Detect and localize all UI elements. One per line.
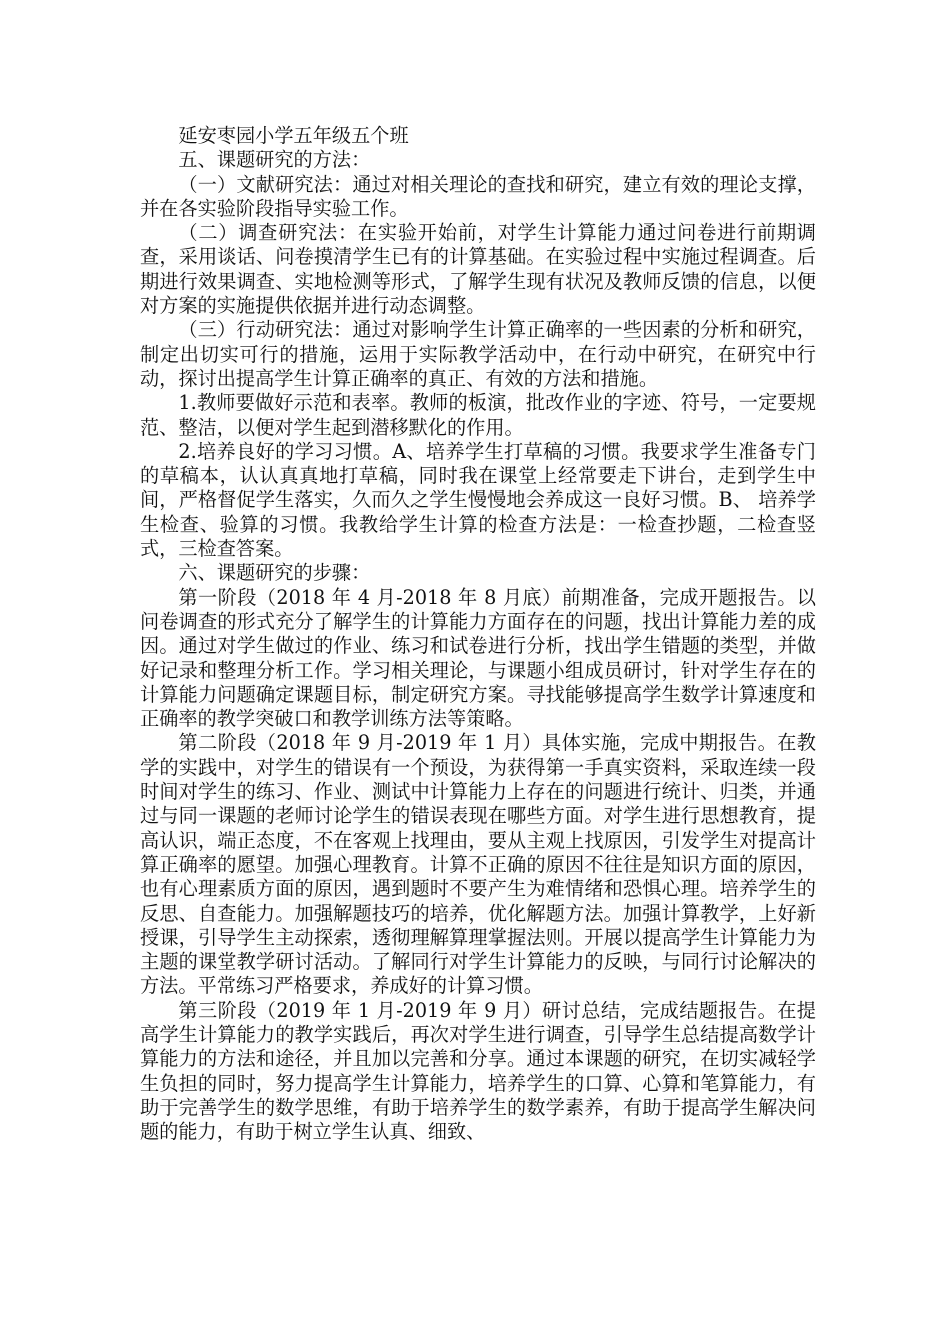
method-survey-paragraph: （二）调查研究法：在实验开始前，对学生计算能力通过问卷进行前期调查，采用谈话、问卷摸清学生已有的计算基础。在实验过程中实施过程调查。后期进行效果调查、实地检测等形式，了解学生现有状况及教师反馈的信息，以便对方案的实施提供依据并进行动态调整。: [140, 221, 816, 318]
measure-2-paragraph: 2.培养良好的学习习惯。A、培养学生打草稿的习惯。我要求学生准备专门的草稿本，认认真真地打草稿，同时我在课堂上经常要走下讲台，走到学生中间，严格督促学生落实，久而久之学生慢慢地会养成这一良好习惯。B、 培养学生检查、验算的习惯。我教给学生计算的检查方法是：一检查抄题，二检查竖式，三检查答案。: [140, 439, 816, 561]
document-page: [140, 124, 816, 1144]
measure-1-paragraph: 1.教师要做好示范和表率。教师的板演，批改作业的字迹、符号，一定要规范、整洁，以便对学生起到潜移默化的作用。: [140, 391, 816, 439]
section-heading-methods: 五、课题研究的方法：: [178, 148, 371, 172]
method-action-paragraph: （三）行动研究法：通过对影响学生计算正确率的一些因素的分析和研究，制定出切实可行的措施，运用于实际教学活动中，在行动中研究，在研究中行动，探讨出提高学生计算正确率的真正、有效的方法和措施。: [140, 318, 816, 390]
school-class-line: 延安枣园小学五年级五个班: [178, 124, 409, 147]
stage-1-paragraph: 第一阶段（2018 年 4 月-2018 年 8 月底）前期准备，完成开题报告。以问卷调查的形式充分了解学生的计算能力方面存在的问题，找出计算能力差的成因。通过对学生做过的作业、练习和试卷进行分析，找出学生错题的类型，并做好记录和整理分析工作。学习相关理论，与课题小组成员研讨，针对学生存在的计算能力问题确定课题目标，制定研究方案。寻找能够提高学生数学计算速度和正确率的教学突破口和教学训练方法等策略。: [140, 585, 816, 731]
method-literature-paragraph: （一）文献研究法：通过对相关理论的查找和研究，建立有效的理论支撑，并在各实验阶段指导实验工作。: [140, 172, 816, 220]
section-heading-steps: 六、课题研究的步骤：: [178, 561, 371, 585]
stage-3-paragraph: 第三阶段（2019 年 1 月-2019 年 9 月）研讨总结，完成结题报告。在提高学生计算能力的教学实践后，再次对学生进行调查，引导学生总结提高数学计算能力的方法和途径，并且加以完善和分享。通过本课题的研究，在切实减轻学生负担的同时，努力提高学生计算能力，培养学生的口算、心算和笔算能力，有助于完善学生的数学思维，有助于培养学生的数学素养，有助于提高学生解决问题的能力，有助于树立学生认真、细致、: [140, 998, 816, 1144]
stage-2-paragraph: 第二阶段（2018 年 9 月-2019 年 1 月）具体实施，完成中期报告。在教学的实践中，对学生的错误有一个预设，为获得第一手真实资料，采取连续一段时间对学生的练习、作业、测试中计算能力上存在的问题进行统计、归类，并通过与同一课题的老师讨论学生的错误表现在哪些方面。对学生进行思想教育，提高认识，端正态度，不在客观上找理由，要从主观上找原因，引发学生对提高计算正确率的愿望。加强心理教育。计算不正确的原因不往往是知识方面的原因，也有心理素质方面的原因，遇到题时不要产生为难情绪和恐惧心理。培养学生的反思、自查能力。加强解题技巧的培养，优化解题方法。加强计算教学，上好新授课，引导学生主动探索，透彻理解算理掌握法则。开展以提高学生计算能力为主题的课堂教学研讨活动。了解同行对学生计算能力的反映，与同行讨论解决的方法。平常练习严格要求，养成好的计算习惯。: [140, 731, 816, 998]
